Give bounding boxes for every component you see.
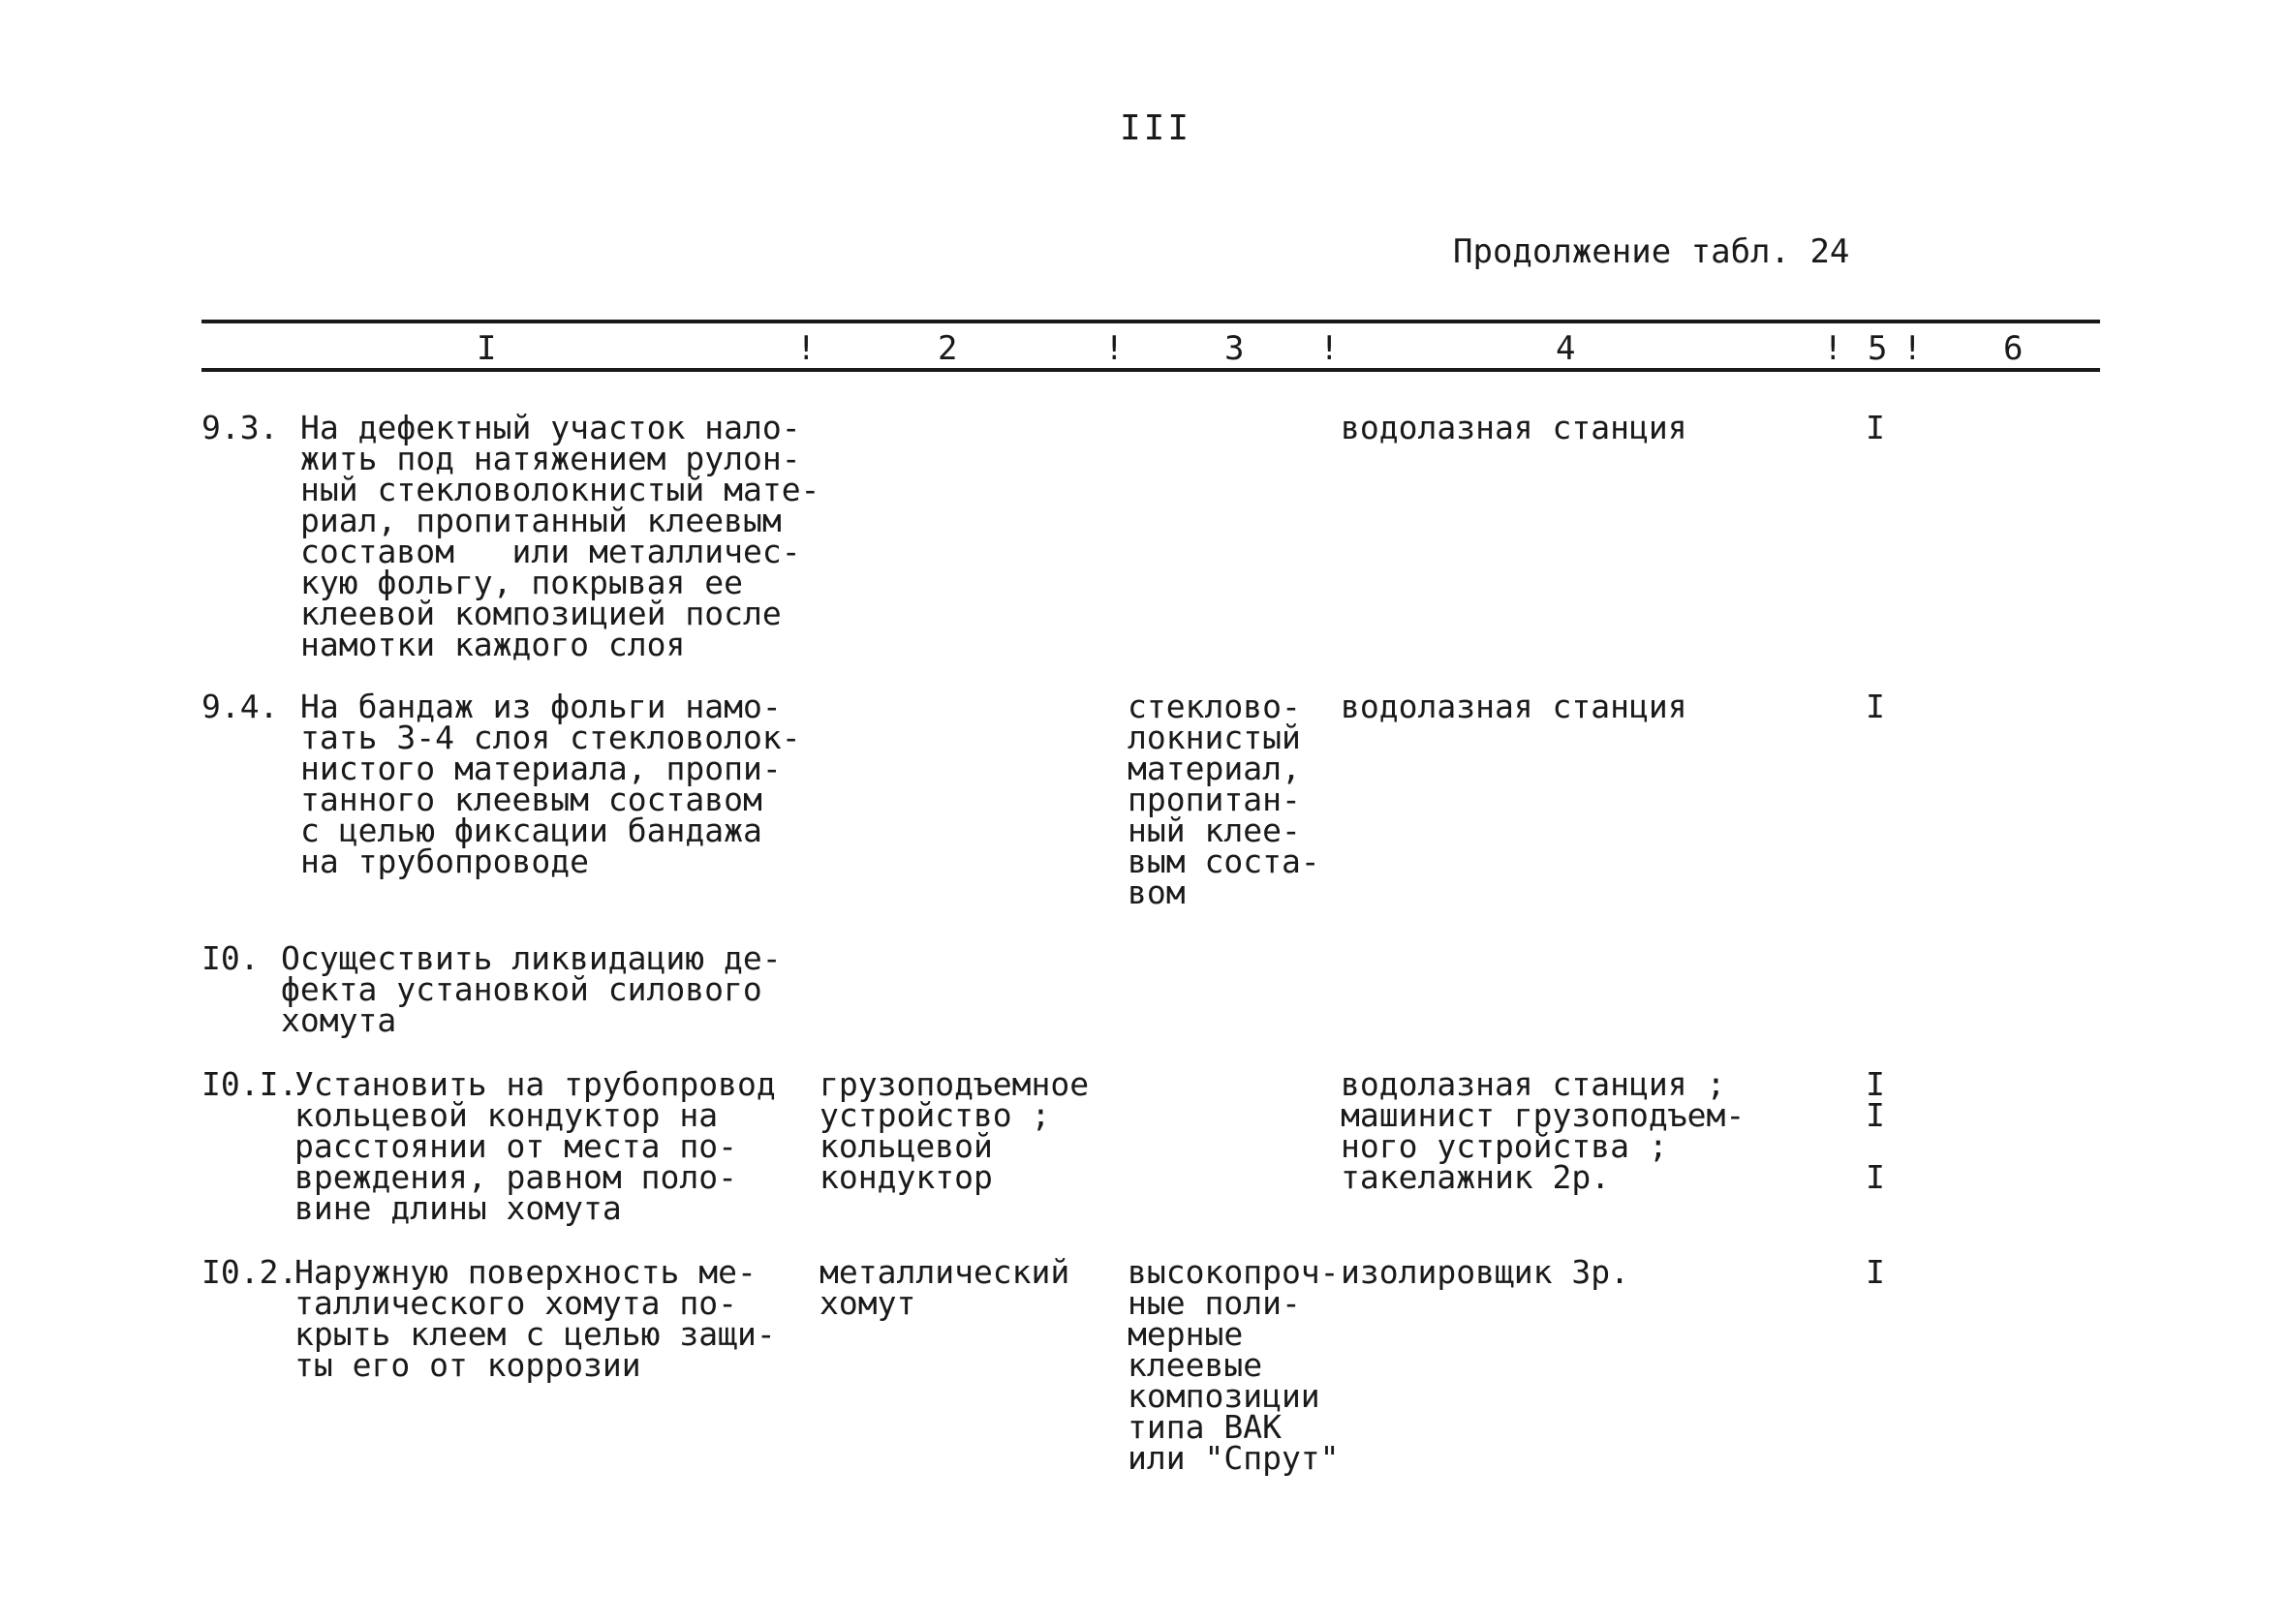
row-number: 9.4. [201, 688, 279, 725]
column-separator: ! [796, 329, 817, 368]
column-header-2: 2 [938, 329, 958, 368]
row-performers: водолазная станция ; машинист грузоподъем- ного устройства ; такелажник 2р. [1341, 1065, 1746, 1196]
row-operation: На дефектный участок нало- жить под натяжением рулон- ный стекловолокнистый мате- риал, пропитанный клеевым составом или металличес- кую фольгу, покрывая ее клеевой композицией после намотки каждого слоя [300, 409, 820, 663]
column-separator: ! [1823, 329, 1843, 368]
row-number: I0.2. [201, 1253, 298, 1291]
row-materials: стеклово- локнистый материал, пропитан- ный клее- вым соста- вом [1128, 688, 1320, 911]
table-rule-top [201, 320, 2100, 323]
column-header-4: 4 [1556, 329, 1576, 368]
column-separator: ! [1902, 329, 1923, 368]
column-header-6: 6 [2003, 329, 2024, 368]
row-number: I0.I. [201, 1065, 298, 1103]
table-continuation-label: Продолжение табл. 24 [1453, 232, 1850, 271]
row-equipment: металлический хомут [819, 1253, 1070, 1322]
row-performers: водолазная станция [1341, 688, 1687, 725]
row-count: I I I [1866, 1065, 1885, 1196]
row-operation: Осуществить ликвидацию де- фекта установкой силового хомута [281, 939, 782, 1039]
row-count: I [1866, 688, 1885, 725]
column-header-5: 5 [1868, 329, 1888, 368]
column-header-1: I [477, 329, 497, 368]
table-rule-bottom [201, 368, 2100, 372]
row-number: 9.3. [201, 409, 279, 446]
row-performers: изолировщик 3р. [1341, 1253, 1630, 1291]
row-operation: На бандаж из фольги намо- тать 3-4 слоя стекловолок- нистого материала, пропи- танного клеевым составом с целью фиксации бандажа на трубопроводе [300, 688, 801, 880]
row-count: I [1866, 409, 1885, 446]
row-equipment: грузоподъемное устройство ; кольцевой кондуктор [819, 1065, 1090, 1196]
column-header-3: 3 [1224, 329, 1245, 368]
row-performers: водолазная станция [1341, 409, 1687, 446]
row-operation: Наружную поверхность ме- таллического хомута по- крыть клеем с целью защи- ты его от коррозии [294, 1253, 776, 1384]
row-number: I0. [201, 939, 260, 977]
row-count: I [1866, 1253, 1885, 1291]
row-materials: высокопроч- ные поли- мерные клеевые композиции типа ВАК или "Спрут" [1128, 1253, 1340, 1477]
column-separator: ! [1104, 329, 1125, 368]
column-separator: ! [1319, 329, 1340, 368]
row-operation: Установить на трубопровод кольцевой кондуктор на расстоянии от места по- вреждения, равном поло- вине длины хомута [294, 1065, 776, 1227]
page-number: III [1120, 108, 1192, 148]
